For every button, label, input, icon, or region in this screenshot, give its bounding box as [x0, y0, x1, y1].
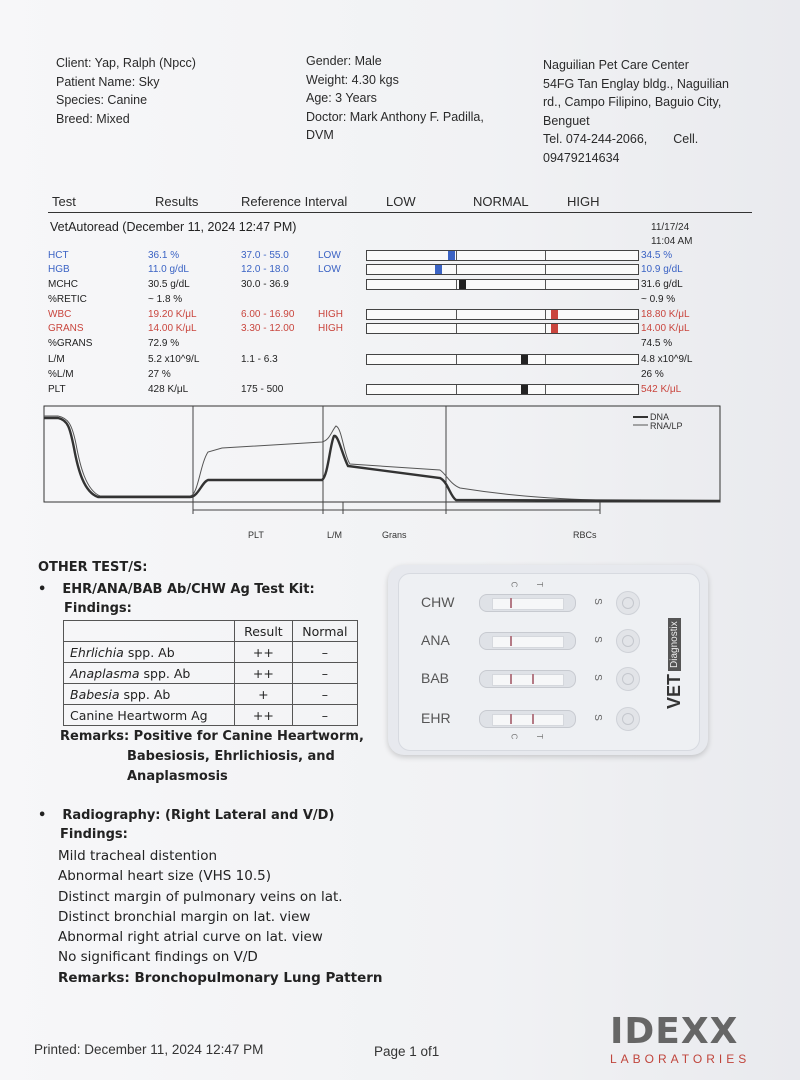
row-ref: 3.30 - 12.00	[241, 323, 295, 334]
range-marker	[521, 385, 528, 394]
finding-item: Mild tracheal distention	[58, 848, 218, 864]
strip-chw	[479, 594, 576, 612]
finding-item: Distinct margin of pulmonary veins on lat.	[58, 888, 343, 905]
clinic-name: Naguilian Pet Care Center	[543, 58, 689, 72]
histogram	[40, 404, 730, 554]
c-mark-top: C	[509, 581, 519, 588]
kit-findings-label: Findings:	[64, 601, 132, 616]
th-result: Result	[235, 621, 293, 642]
row-prev: 14.00 K/μL	[641, 323, 690, 334]
range-bar	[366, 354, 639, 365]
table-row	[0, 338, 800, 352]
row-prev: 18.80 K/μL	[641, 309, 690, 320]
table-row: Babesia spp. Ab + –	[64, 684, 358, 705]
row-ref: 12.0 - 18.0	[241, 264, 289, 275]
doctor: Doctor: Mark Anthony F. Padilla,	[306, 109, 484, 124]
row-name: HGB	[48, 264, 70, 275]
sample-well-ehr	[616, 707, 640, 731]
legend-dna: DNA	[650, 412, 670, 422]
range-marker	[551, 310, 558, 319]
species: Species: Canine	[56, 93, 148, 107]
legend-rna: RNA/LP	[650, 421, 683, 431]
logo-subtext: LABORATORIES	[610, 1052, 751, 1066]
row-result: 72.9 %	[148, 338, 180, 349]
row-prev: 74.5 %	[641, 338, 673, 349]
finding-item: Abnormal heart size (VHS 10.5)	[58, 868, 271, 885]
table-row	[0, 309, 800, 323]
table-row	[0, 250, 800, 264]
clinic-address-2: rd., Campo Filipino, Baguio City,	[543, 95, 722, 109]
patient-info	[306, 52, 484, 145]
clinic-phone: Tel. 074-244-2066, Cell.	[543, 132, 699, 146]
sample-well-chw	[616, 591, 640, 615]
table-row	[0, 323, 800, 337]
range-marker	[459, 280, 466, 289]
page-number: Page 1 of1	[374, 1044, 440, 1059]
row-prev: 10.9 g/dL	[641, 264, 683, 275]
clinic-cell-label: Cell.	[673, 132, 699, 146]
t-mark-bottom: T	[534, 734, 544, 739]
hist-label-plt: PLT	[248, 530, 264, 540]
finding-item: No significant findings on V/D	[58, 949, 258, 966]
row-prev: 542 K/μL	[641, 384, 682, 395]
logo-text: IDEXX	[610, 1011, 739, 1052]
col-normal: NORMAL	[473, 194, 529, 209]
run-title: VetAutoread (December 11, 2024 12:47 PM)	[50, 220, 297, 234]
finding-item: Abnormal right atrial curve on lat. view	[58, 929, 323, 946]
header-rule	[48, 212, 752, 213]
client-name: Client: Yap, Ralph (Npcc)	[56, 56, 196, 70]
row-name: MCHC	[48, 279, 78, 290]
histogram-frame	[44, 406, 720, 502]
row-result: 14.00 K/μL	[148, 323, 197, 334]
table-row	[0, 264, 800, 278]
row-flag: LOW	[318, 264, 341, 275]
strip-bab	[479, 670, 576, 688]
row-result: 428 K/μL	[148, 384, 189, 395]
row-name: %RETIC	[48, 294, 87, 305]
kit-label-ana: ANA	[421, 632, 450, 648]
clinic-info	[543, 56, 773, 167]
table-row: Ehrlichia spp. Ab ++ –	[64, 642, 358, 663]
weight: Weight: 4.30 kgs	[306, 72, 399, 87]
row-name: PLT	[48, 384, 66, 395]
row-result: 36.1 %	[148, 250, 180, 261]
col-results: Results	[155, 194, 199, 209]
table-row	[0, 279, 800, 293]
col-test: Test	[52, 194, 76, 209]
range-marker	[435, 265, 442, 274]
breed: Breed: Mixed	[56, 111, 130, 126]
radiography-remarks: Remarks: Bronchopulmonary Lung Pattern	[58, 969, 383, 986]
strip-ana	[479, 632, 576, 650]
row-prev: ~ 0.9 %	[641, 294, 676, 305]
row-flag: LOW	[318, 250, 341, 261]
bullet-1: •	[38, 582, 47, 597]
range-bar	[366, 250, 639, 261]
kit-label-bab: BAB	[421, 670, 450, 686]
prev-date: 11/17/24	[651, 222, 690, 233]
table-row: Anaplasma spp. Ab ++ –	[64, 663, 358, 684]
row-result: 19.20 K/μL	[148, 309, 197, 320]
kit-results-table	[63, 620, 358, 726]
hist-label-rbcs: RBCs	[573, 530, 597, 540]
range-bar	[366, 279, 639, 290]
row-prev: 4.8 x10^9/L	[641, 354, 693, 365]
row-ref: 6.00 - 16.90	[241, 309, 295, 320]
radiography-title: • Radiography: (Right Lateral and V/D)	[38, 808, 335, 823]
c-mark-bottom: C	[509, 733, 519, 740]
bullet-2: •	[38, 808, 47, 823]
sample-well-bab	[616, 667, 640, 691]
range-bar	[366, 323, 639, 334]
client-info	[56, 54, 196, 128]
row-result: ~ 1.8 %	[148, 294, 183, 305]
row-ref: 30.0 - 36.9	[241, 279, 289, 290]
radiography-findings	[58, 846, 383, 988]
row-flag: HIGH	[318, 323, 343, 334]
kit-label-ehr: EHR	[421, 710, 451, 726]
clinic-cell: 09479214634	[543, 150, 620, 165]
clinic-address-3: Benguet	[543, 113, 590, 128]
prev-time: 11:04 AM	[651, 236, 693, 247]
row-ref: 175 - 500	[241, 384, 284, 395]
row-name: GRANS	[48, 323, 84, 334]
row-prev: 31.6 g/dL	[641, 279, 683, 290]
row-prev: 26 %	[641, 369, 664, 380]
row-name: L/M	[48, 354, 65, 365]
gender: Gender: Male	[306, 54, 382, 68]
row-flag: HIGH	[318, 309, 343, 320]
range-bar	[366, 264, 639, 275]
other-tests-heading: OTHER TEST/S:	[38, 560, 148, 575]
patient-name: Patient Name: Sky	[56, 74, 160, 89]
row-name: HCT	[48, 250, 69, 261]
row-name: %L/M	[48, 369, 74, 380]
hist-label-grans: Grans	[382, 530, 407, 540]
range-marker	[551, 324, 558, 333]
kit-label-chw: CHW	[421, 594, 455, 610]
kit-title: • EHR/ANA/BAB Ab/CHW Ag Test Kit:	[38, 582, 315, 597]
row-name: WBC	[48, 309, 72, 320]
row-ref: 1.1 - 6.3	[241, 354, 278, 365]
row-ref: 37.0 - 55.0	[241, 250, 289, 261]
table-row	[0, 369, 800, 383]
sample-well-ana	[616, 629, 640, 653]
test-kit-cassette: C T CHW S ANA S BAB S EHR S C T VETDiagnostix	[388, 565, 708, 755]
doctor-title: DVM	[306, 128, 334, 142]
row-prev: 34.5 %	[641, 250, 673, 261]
age: Age: 3 Years	[306, 91, 377, 105]
table-row	[0, 294, 800, 308]
col-high: HIGH	[567, 194, 600, 209]
table-row	[0, 354, 800, 368]
range-bar	[366, 309, 639, 320]
range-marker	[448, 251, 455, 260]
row-name: %GRANS	[48, 338, 93, 349]
t-mark-top: T	[534, 582, 544, 587]
clinic-address-1: 54FG Tan Englay bldg., Naguilian	[543, 76, 729, 91]
th-normal: Normal	[292, 621, 357, 642]
table-row: Canine Heartworm Ag ++ –	[64, 705, 358, 726]
row-result: 30.5 g/dL	[148, 279, 190, 290]
kit-remarks: Remarks: Positive for Canine Heartworm, Babesiosis, Ehrlichiosis, and Anaplasmosis	[60, 729, 364, 784]
finding-item: Distinct bronchial margin on lat. view	[58, 908, 311, 925]
table-row	[0, 384, 800, 398]
col-reference: Reference Interval	[241, 194, 348, 209]
range-marker	[521, 355, 528, 364]
row-result: 27 %	[148, 369, 171, 380]
col-low: LOW	[386, 194, 416, 209]
row-result: 11.0 g/dL	[148, 264, 189, 275]
hist-label-lm: L/M	[327, 530, 343, 540]
row-result: 5.2 x10^9/L	[148, 354, 200, 365]
radiography-findings-label: Findings:	[60, 827, 128, 842]
printed-date: Printed: December 11, 2024 12:47 PM	[34, 1042, 264, 1057]
idexx-logo	[610, 1011, 762, 1066]
strip-ehr	[479, 710, 576, 728]
vet-diagnostix-logo: VETDiagnostix	[653, 612, 697, 712]
range-bar	[366, 384, 639, 395]
